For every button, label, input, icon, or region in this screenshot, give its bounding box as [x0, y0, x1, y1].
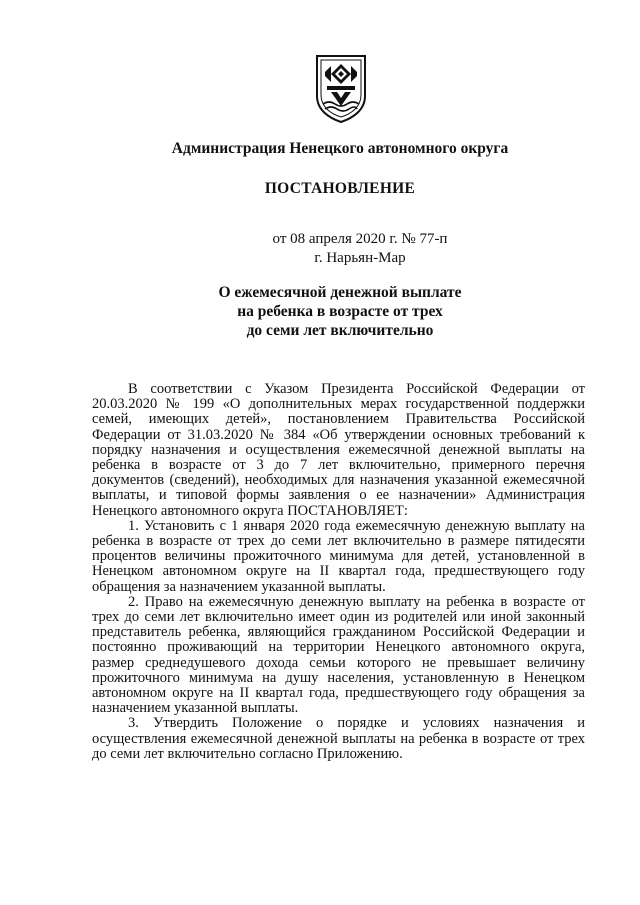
paragraph-item-2: 2. Право на ежемесячную денежную выплату на ребенка в возрасте от трех до семи лет включительно имеет один из родителей или иной законный представитель ребенка, являющийся гражданином Российской Федерации и постоянно проживающий на территории Ненецкого автономного округа, размер среднедушевого дохода семьи которого не превышает величину прожиточного минимума на душу населения, установленную в Ненецком автономном округе на II квартал года, предшествующего году обращения за назначением указанной выплаты.: [92, 593, 585, 717]
title-line: О ежемесячной денежной выплате: [218, 284, 462, 301]
document-city: г. Нарьян-Мар: [314, 250, 406, 266]
paragraph-item-1: 1. Установить с 1 января 2020 года ежемесячную денежную выплату на ребенка в возрасте от трех до семи лет включительно в размере пятидесяти процентов величины прожиточного минимума для детей, установленной в Ненецком автономном округе на II квартал года, предшествующего году обращения за назначением указанной выплаты.: [92, 517, 585, 595]
organization-name: Администрация Ненецкого автономного округа: [171, 140, 509, 157]
document-title: [20, 283, 640, 340]
title-line: до семи лет включительно: [246, 322, 434, 339]
paragraph-item-3: 3. Утвердить Положение о порядке и условиях назначения и осуществления ежемесячной денежной выплаты на ребенка в возрасте от трех до семи лет включительно согласно Приложению.: [92, 715, 585, 762]
title-line: на ребенка в возрасте от трех: [237, 303, 443, 320]
document-date-number: от 08 апреля 2020 г. № 77-п: [272, 231, 448, 247]
document-type: ПОСТАНОВЛЕНИЕ: [264, 180, 416, 197]
coat-of-arms-emblem: [313, 52, 369, 124]
paragraph-preamble: В соответствии с Указом Президента Российской Федерации от 20.03.2020 № 199 «О дополнительных мерах государственной поддержки семей, имеющих детей», постановлением Правительства Российской Федерации от 31.03.2020 № 384 «Об утверждении основных требований к порядку назначения и осуществления ежемесячной денежной выплаты на ребенка в возрасте от 3 до 7 лет включительно, примерного перечня документов (сведений), необходимых для назначения указанной ежемесячной выплаты, и типовой формы заявления о ее назначении» Администрация Ненецкого автономного округа ПОСТАНОВЛЯЕТ:: [92, 381, 585, 519]
document-body: [92, 382, 585, 762]
